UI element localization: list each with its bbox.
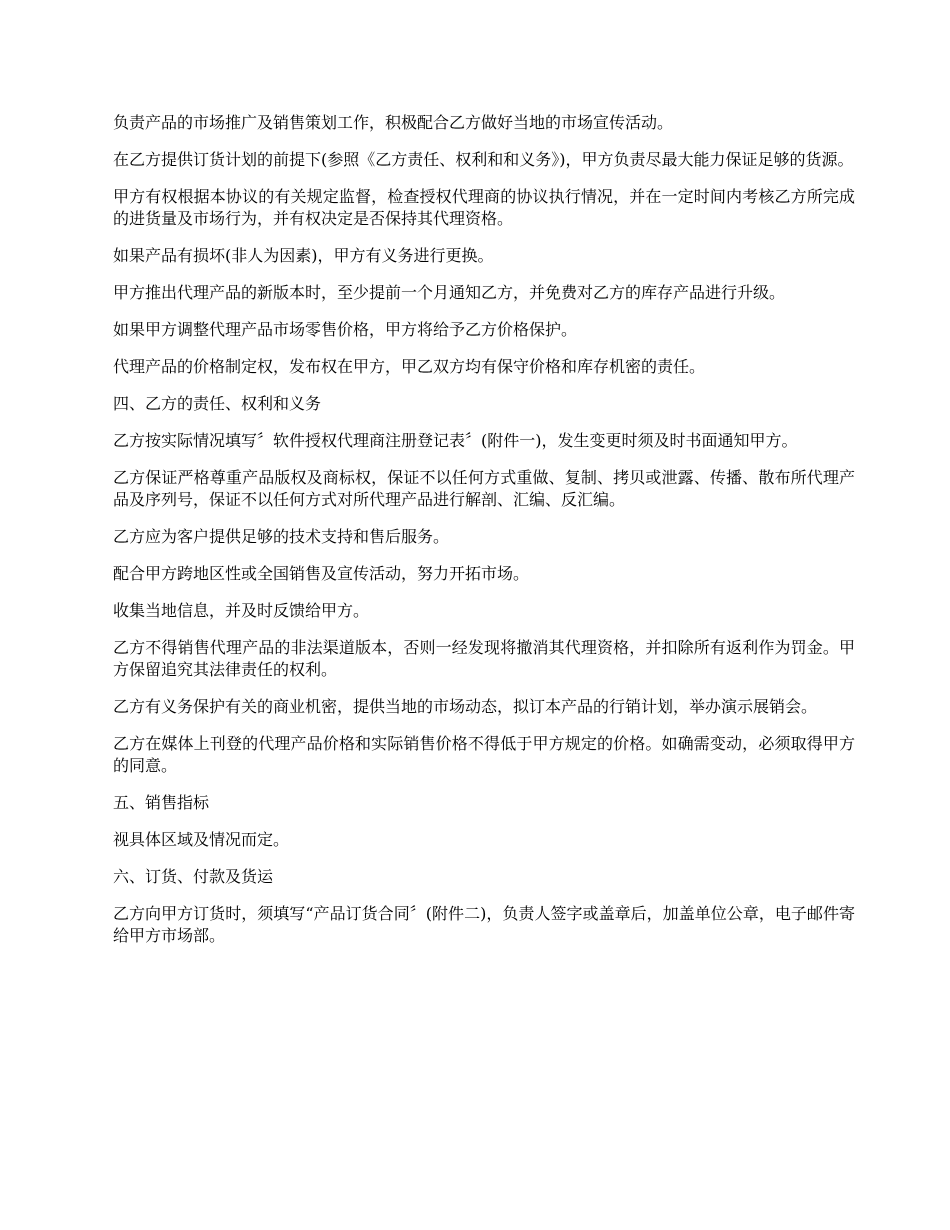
paragraph: 乙方向甲方订货时，须填写“产品订货合同〞(附件二)，负责人签字或盖章后，加盖单位公章，电子邮件寄给甲方市场部。	[113, 904, 855, 945]
paragraph: 乙方保证严格尊重产品版权及商标权，保证不以任何方式重做、复制、拷贝或泄露、传播、散布所代理产品及序列号，保证不以任何方式对所代理产品进行解剖、汇编、反汇编。	[113, 468, 855, 509]
paragraph: 视具体区域及情况而定。	[113, 830, 290, 849]
paragraph: 如果甲方调整代理产品市场零售价格，甲方将给予乙方价格保护。	[113, 320, 578, 339]
section-heading: 四、乙方的责任、权利和义务	[113, 394, 322, 413]
paragraph: 如果产品有损坏(非人为因素)，甲方有义务进行更换。	[113, 246, 494, 265]
paragraph: 乙方在媒体上刊登的代理产品价格和实际销售价格不得低于甲方规定的价格。如确需变动，必须取得甲方的同意。	[113, 734, 855, 775]
document-body	[113, 112, 855, 962]
paragraph: 乙方有义务保护有关的商业机密，提供当地的市场动态，拟订本产品的行销计划，举办演示展销会。	[113, 697, 818, 716]
paragraph: 代理产品的价格制定权，发布权在甲方，甲乙双方均有保守价格和库存机密的责任。	[113, 357, 706, 376]
paragraph: 甲方有权根据本协议的有关规定监督，检查授权代理商的协议执行情况，并在一定时间内考核乙方所完成的进货量及市场行为，并有权决定是否保持其代理资格。	[113, 187, 855, 228]
paragraph: 乙方应为客户提供足够的技术支持和售后服务。	[113, 527, 450, 546]
paragraph: 甲方推出代理产品的新版本时，至少提前一个月通知乙方，并免费对乙方的库存产品进行升级。	[113, 283, 786, 302]
paragraph: 在乙方提供订货计划的前提下(参照《乙方责任、权利和和义务》)，甲方负责尽最大能力保证足够的货源。	[113, 150, 854, 169]
paragraph: 配合甲方跨地区性或全国销售及宣传活动，努力开拓市场。	[113, 564, 530, 583]
paragraph: 乙方不得销售代理产品的非法渠道版本，否则一经发现将撤消其代理资格，并扣除所有返利作为罚金。甲方保留追究其法律责任的权利。	[113, 638, 855, 679]
paragraph: 负责产品的市场推广及销售策划工作，积极配合乙方做好当地的市场宣传活动。	[113, 113, 674, 132]
section-heading: 五、销售指标	[113, 793, 210, 812]
paragraph: 收集当地信息，并及时反馈给甲方。	[113, 601, 370, 620]
paragraph: 乙方按实际情况填写〞软件授权代理商注册登记表〞(附件一)，发生变更时须及时书面通知甲方。	[113, 431, 798, 450]
section-heading: 六、订货、付款及货运	[113, 867, 274, 886]
